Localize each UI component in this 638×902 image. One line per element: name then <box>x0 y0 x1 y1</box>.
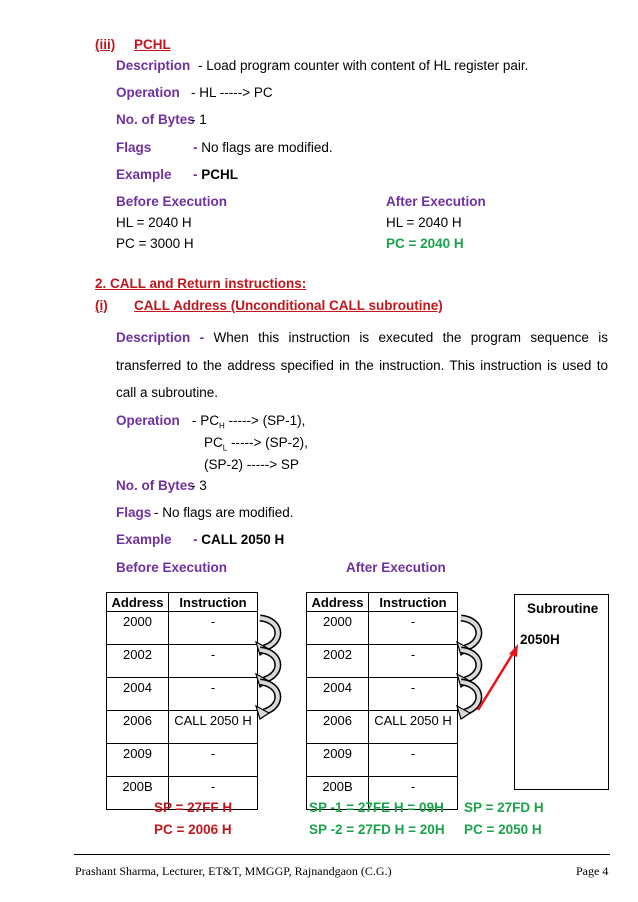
instruction-cell: - <box>369 612 458 645</box>
instruction-header: Instruction <box>169 593 258 612</box>
pchl-before-pc: PC = 3000 H <box>116 236 194 251</box>
instruction-cell: - <box>169 777 258 810</box>
instruction-cell: - <box>169 678 258 711</box>
after-sp-value: SP = 27FD H <box>464 800 544 815</box>
sp-minus-2-value: SP -2 = 27FD H = 20H <box>309 822 445 837</box>
call-description-line1: Description - When this instruction is executed the program sequence is <box>116 330 608 345</box>
before-pc-value: PC = 2006 H <box>154 822 232 837</box>
footer-page-number: Page 4 <box>576 864 609 878</box>
address-cell: 2000 <box>307 612 369 645</box>
call-before-label: Before Execution <box>116 560 228 575</box>
call-example-label: Example <box>116 532 172 547</box>
footer-author: Prashant Sharma, Lecturer, ET&T, MMGGP, Rajnandgaon (C.G.) <box>75 864 392 878</box>
address-header: Address <box>307 593 369 612</box>
subroutine-title: Subroutine <box>527 601 599 616</box>
address-cell: 2002 <box>107 645 169 678</box>
pchl-example-label: Example <box>116 167 172 182</box>
footer-divider <box>74 854 610 855</box>
pchl-flags-label: Flags <box>116 140 152 155</box>
subroutine-address: 2050H <box>520 632 560 647</box>
section-i-heading: CALL Address (Unconditional CALL subroutine) <box>134 298 443 313</box>
address-cell: 2006 <box>107 711 169 744</box>
address-cell: 2009 <box>107 744 169 777</box>
instruction-cell: - <box>369 777 458 810</box>
pchl-bytes-text: - 1 <box>191 112 207 127</box>
pchl-operation-label: Operation <box>116 85 180 100</box>
call-description-line2: transferred to the address specified in the instruction. This instruction is used to <box>116 358 608 373</box>
call-jump-arrow <box>478 644 518 710</box>
pchl-description-text: - Load program counter with content of HL register pair. <box>198 58 529 73</box>
pchl-after-label: After Execution <box>386 194 486 209</box>
address-cell: 200B <box>307 777 369 810</box>
call-operation-line3: (SP-2) -----> SP <box>204 457 299 472</box>
call-example-text: - CALL 2050 H <box>193 532 285 547</box>
section-heading-pchl: PCHL <box>134 37 171 52</box>
instruction-cell: CALL 2050 H <box>169 711 258 744</box>
after-pc-value: PC = 2050 H <box>464 822 542 837</box>
call-operation-label: Operation <box>116 413 180 428</box>
instruction-cell: - <box>369 645 458 678</box>
address-cell: 2009 <box>307 744 369 777</box>
pchl-after-pc: PC = 2040 H <box>386 236 464 251</box>
section-2-heading: 2. CALL and Return instructions: <box>95 276 307 291</box>
address-cell: 2004 <box>307 678 369 711</box>
call-operation-line2: $PC_L$ -----> (SP-2), <box>204 435 308 453</box>
instruction-cell: CALL 2050 H <box>369 711 458 744</box>
address-cell: 2002 <box>307 645 369 678</box>
address-cell: 2006 <box>307 711 369 744</box>
call-after-label: After Execution <box>346 560 446 575</box>
instruction-cell: - <box>169 612 258 645</box>
call-bytes-text: - 3 <box>191 478 207 493</box>
before-sp-value: SP = 27FF H <box>154 800 233 815</box>
section-i-number: (i) <box>95 298 108 313</box>
call-bytes-label: No. of Bytes <box>116 478 195 493</box>
instruction-cell: - <box>369 744 458 777</box>
sp-minus-1-value: SP -1 = 27FE H = 09H <box>309 800 444 815</box>
instruction-cell: - <box>169 744 258 777</box>
instruction-cell: - <box>369 678 458 711</box>
section-number-iii: (iii) <box>95 37 116 52</box>
address-header: Address <box>107 593 169 612</box>
instruction-header: Instruction <box>369 593 458 612</box>
call-description-line3: call a subroutine. <box>116 385 219 400</box>
pchl-bytes-label: No. of Bytes <box>116 112 195 127</box>
pchl-flags-text: - No flags are modified. <box>193 140 333 155</box>
pchl-before-hl: HL = 2040 H <box>116 215 192 230</box>
call-operation-line1: - $PC_H$ -----> (SP-1), <box>192 413 306 431</box>
pchl-description-label: Description <box>116 58 191 73</box>
pchl-after-hl: HL = 2040 H <box>386 215 462 230</box>
pchl-example-text: - PCHL <box>193 167 239 182</box>
pchl-before-label: Before Execution <box>116 194 228 209</box>
call-flags-label: Flags <box>116 505 152 520</box>
address-cell: 2000 <box>107 612 169 645</box>
address-cell: 200B <box>107 777 169 810</box>
left-curl-arrow-3 <box>256 682 278 719</box>
pchl-operation-text: - HL -----> PC <box>191 85 273 100</box>
right-curl-arrow-3 <box>457 682 479 719</box>
address-cell: 2004 <box>107 678 169 711</box>
instruction-cell: - <box>169 645 258 678</box>
call-flags-text: - No flags are modified. <box>154 505 294 520</box>
